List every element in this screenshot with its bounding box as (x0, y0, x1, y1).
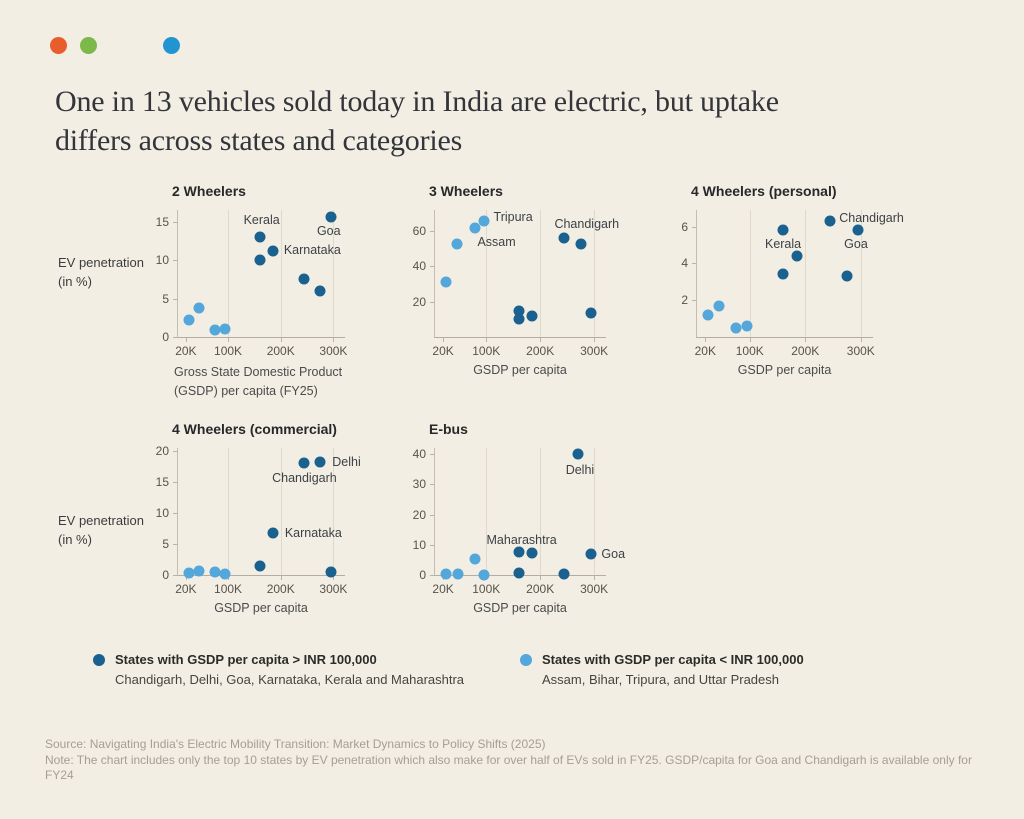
y-axis-label-row-2 (58, 511, 144, 549)
y-axis-label-text: EV penetration (58, 513, 145, 528)
plot-area (681, 210, 904, 358)
x-axis-caption: GSDP per capita (473, 363, 567, 377)
x-tick-mark (594, 337, 595, 342)
x-axis-caption-line-1: Gross State Domestic Product (174, 365, 343, 379)
state-label: Chandigarh (554, 217, 620, 232)
y-tick-label: 20 (412, 294, 426, 309)
legend-item-high-gsdp (93, 652, 464, 687)
data-point-dark (315, 285, 326, 296)
y-tick-label: 0 (419, 568, 426, 582)
plot-area (412, 209, 620, 358)
data-point-dark (325, 566, 336, 577)
x-tick-mark (281, 575, 282, 580)
gridline (540, 210, 541, 337)
y-tick-mark (692, 227, 697, 228)
data-point-light (220, 323, 231, 334)
x-axis-caption-line-2: (GSDP) per capita (FY25) (174, 384, 318, 398)
data-point-dark (254, 255, 265, 266)
x-axis-caption: GSDP per capita (473, 601, 567, 615)
data-point-dark (513, 547, 524, 558)
x-tick-label: 300K (319, 582, 348, 596)
data-point-light (470, 553, 481, 564)
data-point-dark (586, 548, 597, 559)
data-point-dark (575, 238, 586, 249)
y-tick-label: 10 (155, 506, 169, 521)
data-point-dark (513, 567, 524, 578)
data-point-light (478, 215, 489, 226)
data-point-light (194, 302, 205, 313)
x-tick-label: 20K (432, 582, 454, 596)
y-tick-mark (430, 515, 435, 516)
y-tick-label: 40 (412, 259, 426, 274)
chart-title: E-bus (429, 421, 468, 437)
data-point-dark (267, 528, 278, 539)
data-point-dark (841, 271, 852, 282)
data-point-dark (778, 269, 789, 280)
x-tick-mark (486, 337, 487, 342)
y-tick-label: 0 (162, 568, 169, 582)
y-tick-mark (430, 545, 435, 546)
x-tick-label: 20K (175, 582, 197, 596)
y-tick-mark (430, 302, 435, 303)
legend-sublabel: Chandigarh, Delhi, Goa, Karnataka, Kerala and Maharashtra (115, 672, 465, 687)
data-point-dark (315, 456, 326, 467)
x-tick-label: 20K (694, 344, 716, 358)
y-tick-mark (173, 299, 178, 300)
legend-item-low-gsdp (520, 652, 804, 687)
y-tick-mark (430, 231, 435, 232)
gridline (228, 448, 229, 575)
y-tick-mark (173, 260, 178, 261)
page-title-line-2: differs across states and categories (55, 124, 463, 157)
y-axis-label-text: EV penetration (58, 255, 145, 270)
data-point-light (440, 277, 451, 288)
data-point-light (440, 569, 451, 580)
data-point-dark (825, 216, 836, 227)
gridline (281, 448, 282, 575)
legend-label: States with GSDP per capita < INR 100,000 (542, 652, 804, 667)
state-label: Karnataka (283, 242, 341, 257)
y-tick-mark (430, 484, 435, 485)
x-tick-mark (443, 337, 444, 342)
data-point-light (194, 565, 205, 576)
x-tick-mark (333, 337, 334, 342)
chart-title: 4 Wheelers (commercial) (172, 421, 337, 437)
x-axis-caption: GSDP per capita (737, 363, 832, 377)
y-tick-label: 40 (412, 447, 426, 462)
gridline (805, 210, 806, 337)
data-point-dark (299, 458, 310, 469)
x-tick-label: 200K (526, 344, 555, 358)
x-axis-caption (174, 363, 342, 401)
legend-text-block (115, 652, 464, 687)
plot-area (155, 210, 348, 358)
x-tick-label: 20K (175, 344, 197, 358)
chart-4-wheelers-commercial (155, 421, 361, 615)
data-point-dark (527, 310, 538, 321)
x-tick-mark (540, 337, 541, 342)
data-point-light (209, 325, 220, 336)
data-point-light (703, 309, 714, 320)
y-tick-label: 4 (681, 256, 688, 271)
data-point-light (183, 568, 194, 579)
gridline (228, 210, 229, 337)
y-tick-label: 5 (162, 291, 169, 306)
data-point-dark (267, 245, 278, 256)
page-title-line-1: One in 13 vehicles sold today in India are electric, but uptake (55, 85, 779, 118)
x-tick-mark (186, 337, 187, 342)
y-tick-mark (173, 222, 178, 223)
y-tick-mark (430, 266, 435, 267)
data-point-dark (325, 211, 336, 222)
brand-dot-green-icon (80, 37, 97, 54)
x-tick-label: 300K (846, 344, 875, 358)
gridline (486, 448, 487, 575)
data-point-dark (559, 569, 570, 580)
chart-4-wheelers-personal (681, 183, 904, 377)
gridline (540, 448, 541, 575)
y-tick-mark (430, 454, 435, 455)
data-point-dark (778, 225, 789, 236)
x-tick-mark (228, 337, 229, 342)
data-point-light (453, 568, 464, 579)
data-point-light (209, 566, 220, 577)
data-point-dark (513, 314, 524, 325)
state-label: Goa (316, 223, 341, 238)
chart-title: 3 Wheelers (429, 183, 503, 199)
x-tick-mark (805, 337, 806, 342)
x-tick-mark (281, 337, 282, 342)
y-axis-label-unit: (in %) (58, 532, 92, 547)
y-tick-mark (173, 513, 178, 514)
chart-e-bus (412, 421, 626, 615)
note-text: Note: The chart includes only the top 10 states by EV penetration which also make for over half of EVs sold in FY25. GSDP/capita for Goa and Chandigarh is available only for FY24 (45, 752, 972, 782)
x-tick-label: 100K (214, 344, 243, 358)
state-label: Delhi (332, 454, 361, 469)
x-tick-label: 300K (580, 582, 609, 596)
x-tick-label: 200K (791, 344, 820, 358)
x-tick-label: 100K (472, 582, 501, 596)
y-tick-mark (430, 575, 435, 576)
footer (45, 737, 975, 784)
x-tick-label: 100K (214, 582, 243, 596)
chart-title: 4 Wheelers (personal) (691, 183, 837, 199)
y-tick-label: 6 (681, 219, 688, 234)
x-tick-label: 100K (472, 344, 501, 358)
data-point-dark (559, 233, 570, 244)
brand-dot-blue-icon (163, 37, 180, 54)
x-tick-mark (705, 337, 706, 342)
data-point-dark (586, 308, 597, 319)
y-tick-mark (173, 544, 178, 545)
gridline (281, 210, 282, 337)
x-tick-label: 200K (266, 582, 295, 596)
y-tick-label: 10 (155, 253, 169, 268)
data-point-light (741, 320, 752, 331)
x-tick-mark (750, 337, 751, 342)
y-tick-label: 10 (412, 537, 426, 552)
state-label: Delhi (565, 463, 595, 478)
legend-dot-dark-icon (93, 654, 105, 666)
data-point-dark (791, 251, 802, 262)
y-tick-label: 5 (162, 537, 169, 552)
chart-2-wheelers (155, 183, 348, 398)
x-tick-mark (861, 337, 862, 342)
y-tick-mark (173, 575, 178, 576)
y-tick-mark (173, 482, 178, 483)
legend-label: States with GSDP per capita > INR 100,000 (115, 652, 377, 667)
data-point-dark (853, 225, 864, 236)
plot-area (155, 444, 361, 596)
state-label: Karnataka (284, 526, 342, 541)
state-label: Chandigarh (839, 211, 904, 226)
x-tick-label: 300K (319, 344, 348, 358)
y-tick-label: 2 (681, 293, 688, 308)
y-tick-label: 15 (155, 214, 169, 229)
x-tick-mark (540, 575, 541, 580)
data-point-dark (572, 449, 583, 460)
state-label: Kerala (243, 212, 280, 227)
x-tick-mark (594, 575, 595, 580)
page-title (55, 82, 955, 160)
y-axis-label-row-1 (58, 253, 144, 291)
x-axis-caption: GSDP per capita (214, 601, 308, 615)
y-tick-mark (173, 337, 178, 338)
brand-dot-orange-icon (50, 37, 67, 54)
y-tick-mark (692, 263, 697, 264)
y-tick-label: 30 (412, 477, 426, 492)
state-label: Assam (477, 234, 516, 249)
data-point-dark (299, 274, 310, 285)
y-tick-mark (173, 451, 178, 452)
y-tick-mark (692, 300, 697, 301)
data-point-dark (527, 548, 538, 559)
data-point-light (451, 238, 462, 249)
y-axis-label-unit: (in %) (58, 274, 92, 289)
data-point-light (478, 569, 489, 580)
legend-dot-light-icon (520, 654, 532, 666)
y-tick-label: 20 (155, 444, 169, 459)
chart-3-wheelers (412, 183, 620, 377)
state-label: Maharashtra (486, 533, 557, 548)
data-point-light (714, 300, 725, 311)
data-point-light (183, 315, 194, 326)
state-label: Goa (601, 546, 626, 561)
y-tick-label: 0 (162, 330, 169, 344)
x-tick-label: 200K (526, 582, 555, 596)
source-text: Source: Navigating India's Electric Mobility Transition: Market Dynamics to Policy Shifts (2025) (45, 737, 546, 751)
y-tick-label: 60 (412, 224, 426, 239)
x-tick-label: 200K (266, 344, 295, 358)
gridline (750, 210, 751, 337)
data-point-dark (254, 560, 265, 571)
state-label: Chandigarh (272, 471, 337, 486)
state-label: Tripura (493, 209, 533, 224)
x-tick-label: 20K (432, 344, 454, 358)
state-label: Kerala (764, 237, 802, 252)
y-tick-label: 20 (412, 507, 426, 522)
gridline (486, 210, 487, 337)
legend-sublabel: Assam, Bihar, Tripura, and Uttar Pradesh (542, 672, 779, 687)
x-tick-label: 300K (580, 344, 609, 358)
data-point-light (220, 569, 231, 580)
legend-text-block (542, 652, 804, 687)
data-point-dark (254, 231, 265, 242)
plot-area (412, 447, 626, 596)
x-tick-label: 100K (735, 344, 764, 358)
state-label: Goa (844, 237, 868, 252)
data-point-light (730, 322, 741, 333)
y-tick-label: 15 (155, 475, 169, 490)
chart-title: 2 Wheelers (172, 183, 246, 199)
